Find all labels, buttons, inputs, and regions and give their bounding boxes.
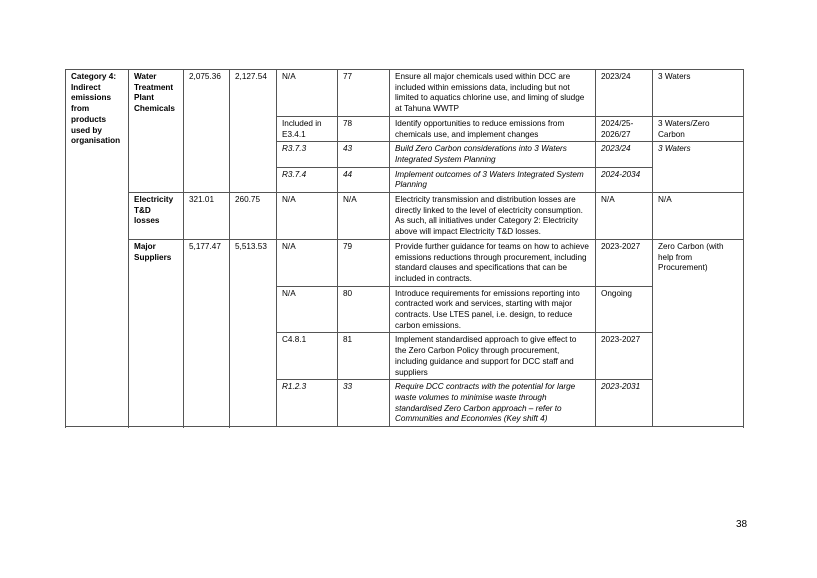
id-cell: 79 [338,239,390,286]
ref-cell: N/A [277,286,338,333]
action-cell: Build Zero Carbon considerations into 3 Waters Integrated System Planning [390,142,596,167]
id-cell: 80 [338,286,390,333]
timeframe-cell: 2024/25-2026/27 [596,116,653,141]
action-cell: Introduce requirements for emissions reporting into contracted work and services, starting with major contracts. Use LTES panel, i.e. design, to reduce carbon emissions. [390,286,596,333]
owner-cell: Zero Carbon (with help from Procurement) [653,239,744,426]
owner-cell: 3 Waters [653,142,744,193]
id-cell: 33 [338,380,390,427]
emissions-action-table [65,69,744,427]
subcategory-cell: Electricity T&D losses [129,193,184,240]
id-cell: 78 [338,116,390,141]
action-cell: Implement standardised approach to give effect to the Zero Carbon Policy through procurement, including guidance and support for DCC staff and suppliers [390,333,596,380]
action-cell: Provide further guidance for teams on how to achieve emissions reductions through procurement, including standard clauses and specifications that can be included in contracts. [390,239,596,286]
id-cell: 77 [338,70,390,117]
timeframe-cell: 2023-2027 [596,239,653,286]
category-cell: Category 4: Indirect emissions from products used by organisation [66,70,129,427]
id-cell: 81 [338,333,390,380]
ref-cell: Included in E3.4.1 [277,116,338,141]
value-b-cell: 260.75 [230,193,277,240]
ref-cell: N/A [277,70,338,117]
timeframe-cell: 2023/24 [596,70,653,117]
value-a-cell: 5,177.47 [184,239,230,426]
timeframe-cell: 2023/24 [596,142,653,167]
owner-cell: N/A [653,193,744,240]
id-cell: 43 [338,142,390,167]
value-a-cell: 2,075.36 [184,70,230,193]
id-cell: N/A [338,193,390,240]
subcategory-cell: Major Suppliers [129,239,184,426]
owner-cell: 3 Waters/Zero Carbon [653,116,744,141]
timeframe-cell: 2024-2034 [596,167,653,192]
ref-cell: R1.2.3 [277,380,338,427]
action-cell: Require DCC contracts with the potential for large waste volumes to minimise waste through standardised Zero Carbon approach – refer to Communities and Economies (Key shift 4) [390,380,596,427]
timeframe-cell: 2023-2031 [596,380,653,427]
timeframe-cell: 2023-2027 [596,333,653,380]
ref-cell: C4.8.1 [277,333,338,380]
id-cell: 44 [338,167,390,192]
value-b-cell: 2,127.54 [230,70,277,193]
timeframe-cell: Ongoing [596,286,653,333]
timeframe-cell: N/A [596,193,653,240]
ref-cell: R3.7.4 [277,167,338,192]
page-number: 38 [736,519,748,530]
ref-cell: R3.7.3 [277,142,338,167]
subcategory-cell: Water Treatment Plant Chemicals [129,70,184,193]
ref-cell: N/A [277,239,338,286]
action-cell: Electricity transmission and distribution losses are directly linked to the level of electricity consumption. As such, all initiatives under Category 2: Electricity above will impact Electricity T&D losses. [390,193,596,240]
value-b-cell: 5,513.53 [230,239,277,426]
action-cell: Implement outcomes of 3 Waters Integrated System Planning [390,167,596,192]
value-a-cell: 321.01 [184,193,230,240]
action-cell: Identify opportunities to reduce emissions from chemicals use, and implement changes [390,116,596,141]
ref-cell: N/A [277,193,338,240]
owner-cell: 3 Waters [653,70,744,117]
action-cell: Ensure all major chemicals used within DCC are included within emissions data, including but not limited to aquatics chlorine use, and liming of sludge at Tahuna WWTP [390,70,596,117]
